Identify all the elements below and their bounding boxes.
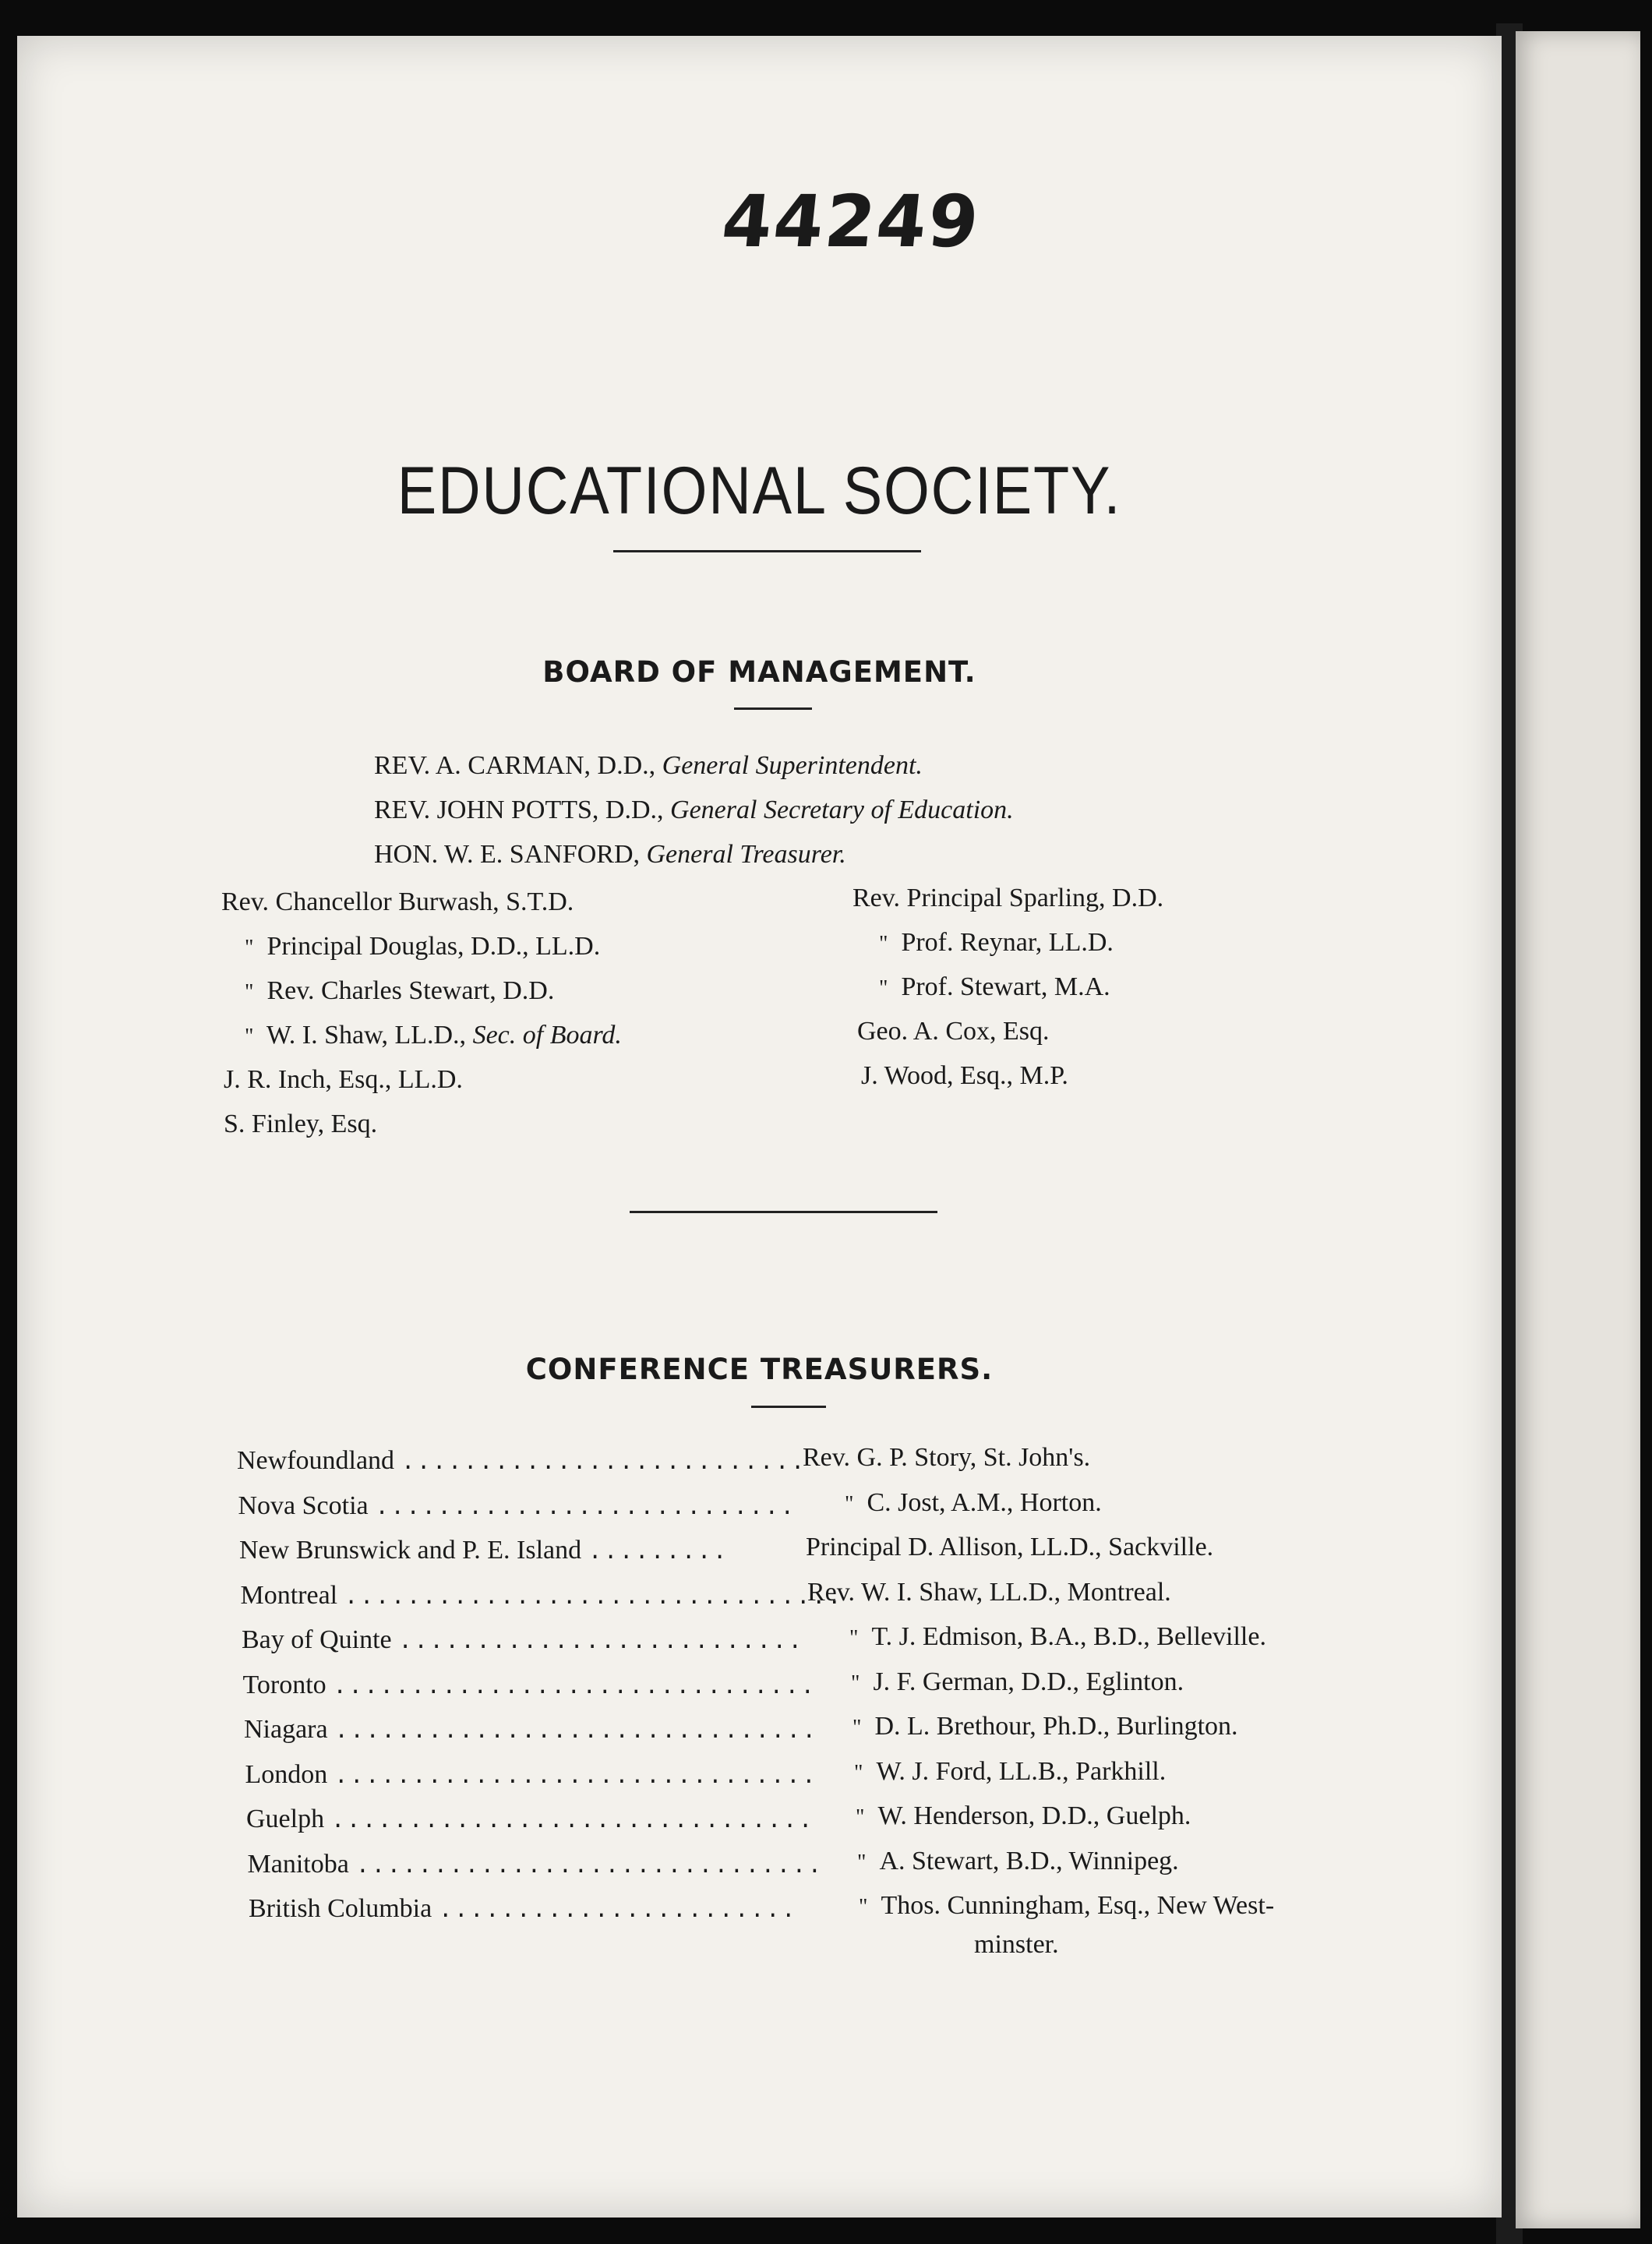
treasurer-entry: [856, 1801, 1191, 1831]
treasurer-name: Thos. Cunningham, Esq., New West-: [881, 1891, 1275, 1920]
treasurer-row: [246, 1805, 814, 1835]
conference-name: Manitoba: [247, 1849, 349, 1879]
conference-name: Niagara: [244, 1715, 328, 1744]
officer-role: General Treasurer.: [646, 840, 846, 869]
conference-name: Guelph: [246, 1805, 325, 1833]
board-member: [857, 1017, 1050, 1046]
leader-dots: .......................: [438, 1898, 797, 1925]
treasurer-entry: [807, 1578, 1171, 1607]
ditto-mark: ": [859, 1895, 868, 1919]
treasurer-name: Principal D. Allison, LL.D., Sackville.: [806, 1533, 1214, 1561]
treasurer-entry: [852, 1712, 1238, 1741]
leader-dots: ...............................: [334, 1763, 817, 1791]
member-name: Prof. Reynar, LL.D.: [901, 928, 1114, 957]
page-title: EDUCATIONAL SOCIETY.: [397, 453, 1122, 528]
section-divider: [630, 1211, 937, 1213]
ditto-mark: ": [845, 1491, 854, 1516]
treasurer-row: [249, 1894, 797, 1925]
treasurer-row: [238, 1491, 796, 1522]
officer-line: [374, 796, 1014, 825]
officer-line: [374, 751, 923, 781]
treasurer-row: [237, 1446, 807, 1477]
ditto-mark: ": [851, 1671, 860, 1695]
ditto-mark: ": [245, 1025, 254, 1049]
treasurer-name: T. J. Edmison, B.A., B.D., Belleville.: [871, 1622, 1266, 1651]
officer-name: REV. JOHN POTTS, D.D.,: [374, 796, 664, 824]
board-member: [224, 1065, 463, 1095]
officer-name: REV. A. CARMAN, D.D.,: [374, 751, 656, 780]
treasurers-heading-rule: [751, 1406, 826, 1408]
officer-role: General Superintendent.: [662, 751, 923, 780]
ditto-mark: ": [245, 980, 254, 1004]
ditto-mark: ": [879, 976, 888, 1000]
member-name: Rev. Principal Sparling, D.D.: [852, 884, 1164, 912]
treasurer-name: A. Stewart, B.D., Winnipeg.: [879, 1846, 1179, 1875]
leader-dots: ..........................: [398, 1629, 804, 1656]
leader-dots: .........: [588, 1540, 729, 1566]
leader-dots: ..............................: [355, 1853, 824, 1880]
board-member: [245, 1021, 622, 1050]
board-member: [879, 972, 1110, 1002]
conference-name: Nova Scotia: [238, 1491, 369, 1520]
officer-role: General Secretary of Education.: [670, 796, 1014, 824]
leader-dots: ...............................: [334, 1719, 818, 1745]
treasurer-entry: [849, 1622, 1266, 1652]
member-name: Rev. Charles Stewart, D.D.: [267, 976, 555, 1005]
leader-dots: ..........................: [401, 1450, 807, 1477]
treasurer-entry: [854, 1757, 1166, 1787]
treasurer-entry: [851, 1667, 1184, 1697]
treasurer-entry: [845, 1488, 1102, 1518]
treasurer-row: [248, 1850, 824, 1880]
board-member: [245, 976, 554, 1006]
treasurer-entry: [803, 1443, 1090, 1473]
treasurer-name: J. F. German, D.D., Eglinton.: [873, 1667, 1184, 1696]
board-member: [879, 928, 1114, 958]
treasurer-entry: [857, 1847, 1179, 1876]
board-member: [224, 1110, 377, 1139]
treasurer-name: Rev. W. I. Shaw, LL.D., Montreal.: [807, 1577, 1171, 1607]
conference-name: British Columbia: [249, 1894, 432, 1923]
treasurer-entry: [859, 1891, 1274, 1921]
treasurer-name: D. L. Brethour, Ph.D., Burlington.: [874, 1712, 1238, 1741]
member-name: Prof. Stewart, M.A.: [901, 972, 1110, 1001]
adjacent-page-edge: [1516, 31, 1640, 2228]
board-member: [861, 1061, 1068, 1091]
conference-name: Toronto: [242, 1670, 327, 1699]
conference-name: Montreal: [240, 1580, 338, 1610]
conference-name: London: [245, 1759, 328, 1789]
member-name: W. I. Shaw, LL.D.,: [266, 1021, 467, 1050]
member-name: Rev. Chancellor Burwash, S.T.D.: [221, 887, 574, 916]
member-name: Geo. A. Cox, Esq.: [857, 1017, 1050, 1046]
leader-dots: ...............................: [330, 1808, 814, 1835]
member-name: Principal Douglas, D.D., LL.D.: [267, 932, 601, 961]
board-member: [245, 932, 600, 961]
ditto-mark: ": [852, 1716, 862, 1740]
officer-line: [374, 840, 846, 870]
board-member: [852, 884, 1163, 913]
ditto-mark: ": [245, 936, 254, 960]
treasurer-row: [242, 1625, 803, 1656]
treasurer-name: W. Henderson, D.D., Guelph.: [877, 1801, 1191, 1830]
document-page: [17, 36, 1502, 2218]
member-name: J. R. Inch, Esq., LL.D.: [224, 1065, 463, 1094]
treasurer-row: [243, 1671, 817, 1701]
board-heading-rule: [734, 707, 812, 710]
officer-name: HON. W. E. SANFORD,: [374, 840, 640, 869]
member-name: J. Wood, Esq., M.P.: [861, 1061, 1068, 1090]
ditto-mark: ": [856, 1805, 865, 1829]
board-member: [221, 887, 574, 917]
member-name: S. Finley, Esq.: [224, 1110, 378, 1138]
ditto-mark: ": [857, 1850, 867, 1875]
conference-name: New Brunswick and P. E. Island: [239, 1536, 582, 1565]
leader-dots: ...........................: [375, 1494, 796, 1522]
ditto-mark: ": [849, 1626, 859, 1650]
treasurer-name: W. J. Ford, LL.B., Parkhill.: [876, 1756, 1167, 1786]
leader-dots: ...............................: [333, 1674, 817, 1701]
treasurers-heading: CONFERENCE TREASURERS.: [525, 1353, 994, 1386]
treasurer-row: [244, 1715, 817, 1745]
treasurer-row: [241, 1581, 843, 1611]
treasurer-row: [245, 1760, 817, 1791]
treasurer-name: Rev. G. P. Story, St. John's.: [803, 1443, 1091, 1472]
treasurer-name: C. Jost, A.M., Horton.: [867, 1487, 1102, 1517]
board-heading: BOARD OF MANAGEMENT.: [542, 655, 976, 689]
ditto-mark: ": [879, 932, 888, 956]
treasurer-name-continuation: minster.: [974, 1930, 1059, 1959]
member-role: Sec. of Board.: [472, 1021, 622, 1050]
handwritten-ms-number: 44249: [718, 180, 984, 263]
treasurer-entry: [806, 1533, 1213, 1562]
treasurer-row: [239, 1536, 729, 1566]
conference-name: Bay of Quinte: [242, 1625, 392, 1654]
leader-dots: ................................: [344, 1584, 843, 1611]
conference-name: Newfoundland: [237, 1446, 395, 1475]
ditto-mark: ": [854, 1760, 863, 1785]
title-divider: [613, 550, 921, 552]
